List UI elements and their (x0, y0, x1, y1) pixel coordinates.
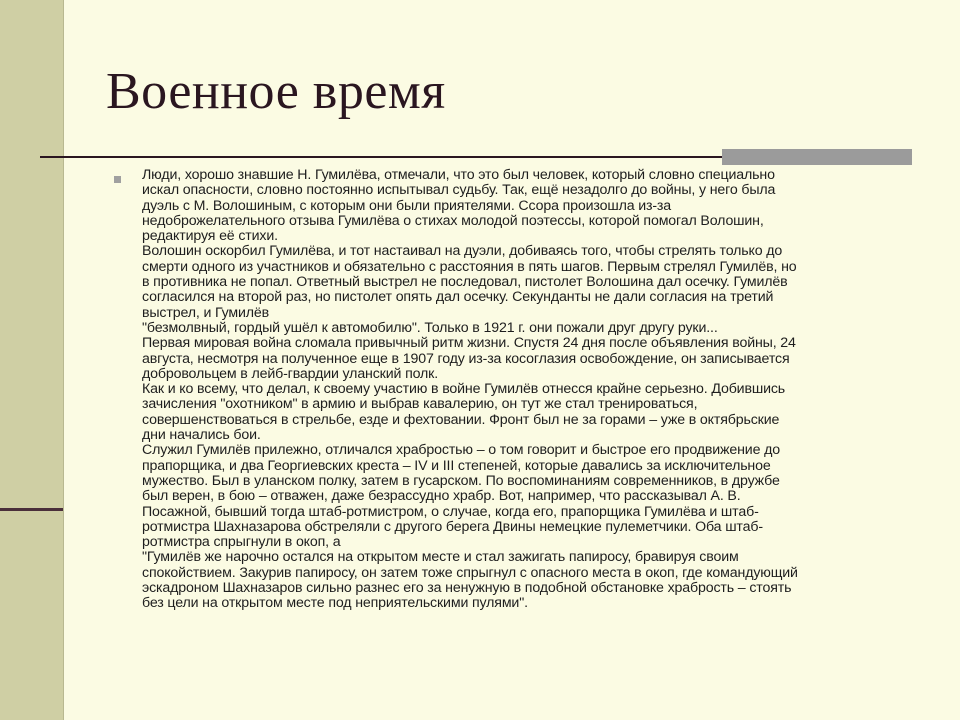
left-decorative-bar (0, 0, 64, 720)
left-bar-accent-line (0, 508, 63, 511)
bullet-square-icon (114, 176, 121, 183)
title-accent-block (722, 149, 912, 165)
slide-body-text: Люди, хорошо знавшие Н. Гумилёва, отмечали, что это был человек, который словно специально искал опасности, словно постоянно испытывал судьбу. Так, ещё незадолго до войны, у него была дуэль с М. Волошиным, с которым они были приятелями. Ссора произошла из-за недоброжелательного отзыва Гумилёва о стихах молодой поэтессы, которой помогал Волошин, редактируя её стихи. Волошин оскорбил Гумилёва, и тот настаивал на дуэли, добиваясь того, чтобы стрелять только до смерти одного из участников и обязательно с расстояния в пять шагов. Первым стрелял Гумилёв, но в противника не попал. Ответный выстрел не последовал, пистолет Волошина дал осечку. Гумилёв согласился на второй раз, но пистолет опять дал осечку. Секунданты не дали согласия на третий выстрел, и Гумилёв "безмолвный, гордый ушёл к автомобилю". Только в 1921 г. они пожали друг другу руки... Первая мировая война сломала привычный ритм жизни. Спустя 24 дня после объявления войны, 24 августа, несмотря на полученное еще в 1907 году из-за косоглазия освобождение, он записывается добровольцем в лейб-гвардии уланский полк. Как и ко всему, что делал, к своему участию в войне Гумилёв отнесся крайне серьезно. Добившись зачисления "охотником" в армию и выбрав кавалерию, он тут же стал тренироваться, совершенствоваться в стрельбе, езде и фехтовании. Фронт был не за горами – уже в октябрьские дни начались бои. Служил Гумилёв прилежно, отличался храбростью – о том говорит и быстрое его продвижение до прапорщика, и два Георгиевских креста – IV и III степеней, которые давались за исключительное мужество. Был в уланском полку, затем в гусарском. По воспоминаниям современников, в дружбе был верен, в бою – отважен, даже безрассудно храбр. Вот, например, что рассказывал А. В. Посажной, бывший тогда штаб-ротмистром, о случае, когда его, прапорщика Гумилёва и штаб- ротмистра Шахназарова обстреляли с другого берега Двины немецкие пулеметчики. Оба штаб- ротмистра спрыгнули в окоп, а "Гумилёв же нарочно остался на открытом месте и стал зажигать папиросу, бравируя своим спокойствием. Закурив папиросу, он затем тоже спрыгнул с опасного места в окоп, где командующий эскадроном Шахназаров сильно разнес его за ненужную в подобной обстановке храбрость – стоять без цели на открытом месте под неприятельскими пулями". (142, 167, 798, 612)
slide-title: Военное время (106, 63, 446, 120)
